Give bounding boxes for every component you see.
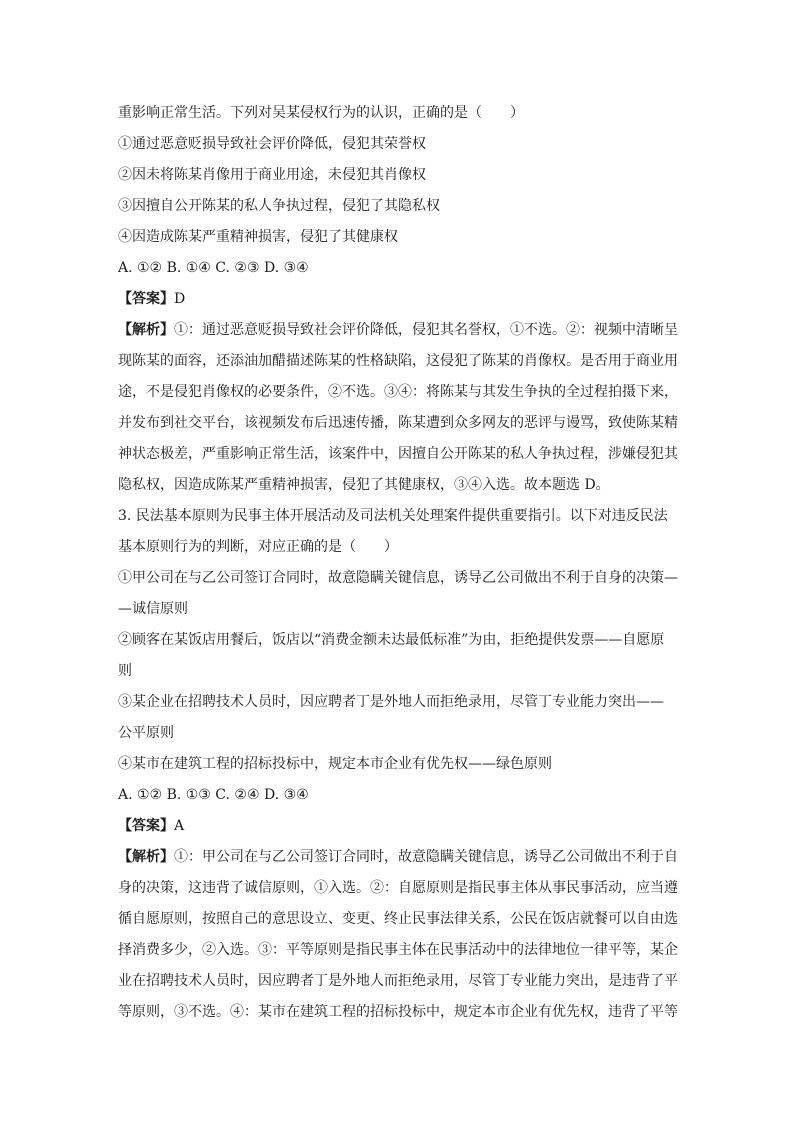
analysis-line: 途，不是侵犯肖像权的必要条件，②不选。③④：将陈某与其发生争执的全过程拍摄下来， xyxy=(118,384,678,400)
answer-line xyxy=(118,284,678,315)
answer-choices: A. ①② B. ①③ C. ②④ D. ③④ xyxy=(118,787,309,803)
option-line: ②顾客在某饭店用餐后，饭店以“消费金额未达最低标准”为由，拒绝提供发票——自愿原 xyxy=(118,632,665,648)
analysis-line: 业在招聘技术人员时，因应聘者丁是外地人而拒绝录用，尽管丁专业能力突出，是违背了平 xyxy=(118,973,678,989)
answer-choices: A. ①② B. ①④ C. ②③ D. ③④ xyxy=(118,260,309,276)
option-line: 公平原则 xyxy=(118,725,174,741)
analysis-label: 【解析】 xyxy=(118,322,174,338)
option-line: ③某企业在招聘技术人员时，因应聘者丁是外地人而拒绝录用，尽管丁专业能力突出—— xyxy=(118,694,664,710)
answer-label: 【答案】 xyxy=(118,818,174,834)
option-line: —诚信原则 xyxy=(118,601,188,617)
analysis-line: 现陈某的面容，还添油加醋描述陈某的性格缺陷，这侵犯了陈某的肖像权。是否用于商业用 xyxy=(118,353,678,369)
analysis-line: 循自愿原则，按照自己的意思设立、变更、终止民事法律关系，公民在饭店就餐可以自由选 xyxy=(118,911,678,927)
analysis-line: 神状态极差，严重影响正常生活，该案件中，因擅自公开陈某的私人争执过程，涉嫌侵犯其 xyxy=(118,446,678,462)
answer-line xyxy=(118,811,678,842)
option-1: ①通过恶意贬损导致社会评价降低，侵犯其荣誉权 xyxy=(118,136,426,152)
answer-value: A xyxy=(174,818,185,834)
analysis-line: 【解析】①：甲公司在与乙公司签订合同时，故意隐瞒关键信息，诱导乙公司做出不利于自 xyxy=(118,849,678,865)
question-stem-tail: 重影响正常生活。下列对吴某侵权行为的认识，正确的是（ ） xyxy=(118,105,524,121)
analysis-block xyxy=(118,842,678,1028)
document-page xyxy=(118,98,678,1028)
question-3-stem: 3. 民法基本原则为民事主体开展活动及司法机关处理案件提供重要指引。以下对违反民法 xyxy=(118,508,668,524)
analysis-line: 身的决策，这违背了诚信原则，①入选。②：自愿原则是指民事主体从事民事活动，应当遵 xyxy=(118,880,678,896)
analysis-line: 并发布到社交平台，该视频发布后迅速传播，陈某遭到众多网友的恶评与谩骂，致使陈某精 xyxy=(118,415,678,431)
analysis-block xyxy=(118,315,678,501)
analysis-line: 择消费多少，②入选。③：平等原则是指民事主体在民事活动中的法律地位一律平等，某企 xyxy=(118,942,678,958)
answer-label: 【答案】 xyxy=(118,291,174,307)
question-3-stem: 基本原则行为的判断，对应正确的是（ ） xyxy=(118,539,398,555)
option-line: ④某市在建筑工程的招标投标中，规定本市企业有优先权——绿色原则 xyxy=(118,756,552,772)
analysis-line: 【解析】①：通过恶意贬损导致社会评价降低，侵犯其名誉权，①不选。②：视频中清晰呈 xyxy=(118,322,678,338)
analysis-line: 隐私权，因造成陈某严重精神损害，侵犯了其健康权，③④入选。故本题选 D。 xyxy=(118,477,610,493)
option-3: ③因擅自公开陈某的私人争执过程，侵犯了其隐私权 xyxy=(118,198,440,214)
analysis-label: 【解析】 xyxy=(118,849,174,865)
option-line: ①甲公司在与乙公司签订合同时，故意隐瞒关键信息，诱导乙公司做出不利于自身的决策— xyxy=(118,570,678,586)
answer-value: D xyxy=(174,291,186,307)
option-2: ②因未将陈某肖像用于商业用途，未侵犯其肖像权 xyxy=(118,167,426,183)
analysis-line: 等原则，③不选。④：某市在建筑工程的招标投标中，规定本市企业有优先权，违背了平等 xyxy=(118,1004,678,1020)
option-line: 则 xyxy=(118,663,132,679)
option-4: ④因造成陈某严重精神损害，侵犯了其健康权 xyxy=(118,229,398,245)
